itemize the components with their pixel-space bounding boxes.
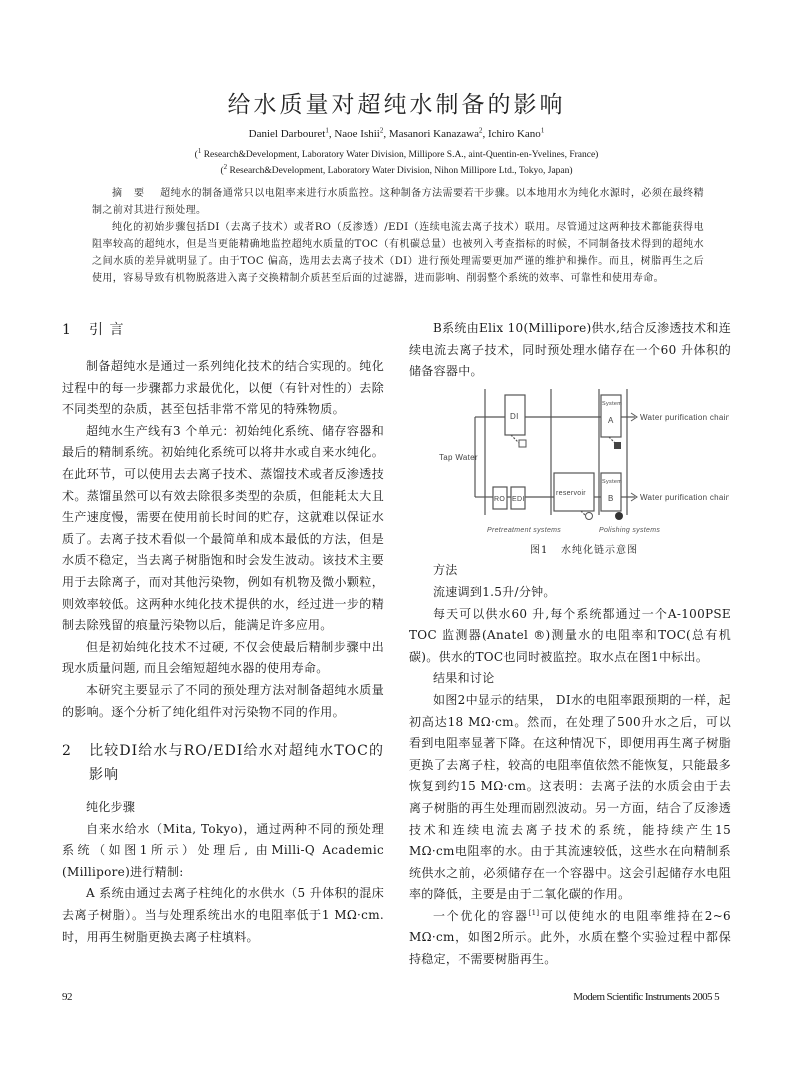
author-aff: 2 <box>478 126 483 135</box>
label-chain: Water purification chain <box>640 492 729 502</box>
author-name: Masanori Kanazawa <box>388 128 479 140</box>
author-name: Ichiro Kano <box>487 128 541 140</box>
label-di: DI <box>510 411 519 421</box>
body-paragraph: 自来水给水（Mita, Tokyo)，通过两种不同的预处理系统（如图1所示）处理后, 由Milli-Q Academic (Millipore)进行精制: <box>62 821 384 879</box>
body-paragraph: 如图2中显示的结果， DI水的电阻率跟预期的一样，起初高达18 MΩ·cm。然而，在处理了500升水之后，可以看到电阻率显著下降。在这种情况下，即便用再生离子树脂更换了去离子柱，较高的电阻率值依然不能恢复，只能最多恢复到约15 MΩ·cm。这表明：去离子法的水质会由于去离子树脂的再生处理而剧烈波动。另一方面，结合了反渗透技术和连续电流去离子技术的系统，能持续产生15 MΩ·cm电阻率的水。由于其流速较低，这些水在向精制系统供水之前，必须储存在一个容器中。这会引起储存水电阻率的降低，主要是由于二氧化碳的作用。 <box>409 692 731 902</box>
author-name: Naoe Ishii <box>334 128 380 140</box>
label-pretreatment: Pretreatment systems <box>487 526 562 534</box>
text-span: 一个优化的容器 <box>433 908 529 923</box>
section-1-heading <box>62 318 384 342</box>
label-system-b: B <box>608 493 614 503</box>
subheading-results: 结果和讨论 <box>433 671 495 686</box>
aff-text: Research&Development, Laboratory Water Division, Millipore S.A., aint-Quentin-en-Yvelines, France) <box>203 150 599 160</box>
body-paragraph: 但是初始纯化技术不过硬, 不仅会使最后精制步骤中出现水质量问题, 而且会缩短超纯水器的使用寿命。 <box>62 639 384 676</box>
abstract-label: 摘要 <box>112 188 157 199</box>
label-system: System <box>602 400 623 407</box>
right-column <box>409 318 731 983</box>
label-system-a: A <box>608 415 614 425</box>
figure-number: 图1 <box>530 545 549 557</box>
abstract <box>92 185 704 287</box>
author-aff: 1 <box>325 126 329 135</box>
body-paragraph: 超纯水生产线有3 个单元：初始纯化系统、储存容器和最后的精制系统。初始纯化系统可以将井水或自来水纯化。在此环节，可以使用去去离子技术、蒸馏技术或者反渗透技术。蒸馏虽然可以有效去除很多类型的杂质，但能耗太大且生产速度慢，需要在使用前长时间的贮存，这就难以保证水质了。去离子技术看似一个最简单和成本最低的方法，但是水质不稳定，当去离子树脂饱和时会发生波动。该技术主要用于去除离子，而对其他污染物，例如有机物及微小颗粒，则效率较低。这两种水纯化技术提供的水，经过进一步的精制去除残留的痕量污染物以后，能满足许多应用。 <box>62 423 384 633</box>
subheading-purification: 纯化步骤 <box>86 800 136 815</box>
journal-footer: Modem Scientific Instruments 2005 5 <box>573 991 719 1003</box>
figure-caption-text: 水纯化链示意图 <box>560 545 638 557</box>
section-number: 1 <box>62 322 72 338</box>
author-aff: 2 <box>379 126 384 135</box>
aff-num: 2 <box>223 162 228 171</box>
author-aff: 1 <box>540 126 545 135</box>
page-number: 92 <box>62 991 72 1003</box>
body-paragraph: 流速调到1.5升/分钟。 <box>433 584 556 599</box>
body-paragraph: 每天可以供水60 升,每个系统都通过一个A-100PSE TOC 监测器(Anatel ®)测量水的电阻率和TOC(总有机碳)。供水的TOC也同时被监控。取水点在图1中标出。 <box>409 606 731 664</box>
body-paragraph: 本研究主要显示了不同的预处理方法对制备超纯水质量的影响。逐个分析了纯化组件对污染物不同的作用。 <box>62 682 384 719</box>
label-reservoir: reservoir <box>556 489 586 497</box>
left-column <box>62 318 384 978</box>
section-2-heading <box>62 739 384 787</box>
figure-1 <box>439 387 729 559</box>
affiliation-1: ($^1$ Research&Development, Laboratory Water Division, Millipore S.A., aint-Quentin-en-Yvelines, France) <box>194 146 599 160</box>
aff-text: Research&Development, Laboratory Water Division, Nihon Millipore Ltd., Tokyo, Japan) <box>229 166 573 176</box>
label-edi: EDI <box>512 495 525 503</box>
paper-title: 给水质量对超纯水制备的影响 <box>227 92 566 118</box>
sampling-point-b-icon <box>615 512 623 520</box>
body-paragraph: 制备超纯水是通过一系列纯化技术的结合实现的。纯化过程中的每一步骤都力求最优化，以便（有针对性的）去除不同类型的杂质，甚至包括非常不常见的特殊物质。 <box>62 359 384 417</box>
label-ro: RO <box>494 495 506 503</box>
body-paragraph <box>409 906 731 971</box>
text-span: 可以使纯水的电阻率维持在2~6 MΩ·cm，如图2所示。此外，水质在整个实验过程中都保持稳定，不需要树脂再生。 <box>409 908 731 967</box>
label-tap-water: Tap Water <box>439 452 478 462</box>
author-list: Daniel Darbouret$^1$, Naoe Ishii$^2$, Masanori Kanazawa$^2$, Ichiro Kano$^1$ <box>248 126 545 140</box>
sampling-point-a-icon <box>614 442 621 449</box>
author-name: Daniel Darbouret <box>248 128 326 140</box>
section-title: 比较DI给水与RO/EDI给水对超纯水TOC的影响 <box>89 743 384 784</box>
body-paragraph: B系统由Elix 10(Millipore)供水,结合反渗透技术和连续电流去离子技术，同时预处理水储存在一个60 升体积的储备容器中。 <box>409 321 731 379</box>
sampling-point-di-icon <box>519 440 526 447</box>
label-system: System <box>602 478 623 485</box>
body-paragraph: A 系统由通过去离子柱纯化的水供水（5 升体积的混床去离子树脂）。当与处理系统出水的电阻率低于1 MΩ·cm.时，用再生树脂更换去离子柱填料。 <box>62 886 384 944</box>
section-number: 2 <box>62 743 72 760</box>
subheading-method: 方法 <box>433 563 458 578</box>
figure-caption <box>439 544 729 558</box>
affiliation-2: ($^2$ Research&Development, Laboratory Water Division, Nihon Millipore Ltd., Tokyo, Japan) <box>220 162 573 176</box>
abstract-paragraph: 纯化的初始步骤包括DI（去离子技术）或者RO（反渗透）/EDI（连续电流去离子技术）联用。尽管通过这两种技术都能获得电阻率较高的超纯水，但是当更能精确地监控超纯水质量的TOC（有机碳总量）也被列入考查指标的时候，不同制备技术得到的超纯水之间水质的差异就明显了。由于TOC 偏高，选用去去离子技术（DI）进行预处理需要更加严谨的维护和操作。而且，树脂再生之后使用，容易导致有机物脱落进入离子交换精制介质甚至后面的过滤器，进而影响、削弱整个系统的效率、可靠性和使用寿命。 <box>92 222 704 284</box>
aff-num: 1 <box>197 146 202 155</box>
citation-ref[interactable]: [1] <box>528 908 540 917</box>
label-chain: Water purification chain <box>640 412 729 422</box>
abstract-paragraph: 超纯水的制备通常只以电阻率来进行水质监控。这种制备方法需要若干步骤。以本地用水为纯化水源时，必须在最终精制之前对其进行预处理。 <box>92 188 704 216</box>
section-title: 引 言 <box>89 322 125 338</box>
label-polishing: Polishing systems <box>599 526 661 534</box>
water-purification-diagram <box>439 387 729 537</box>
sampling-point-reservoir-icon <box>586 512 593 519</box>
